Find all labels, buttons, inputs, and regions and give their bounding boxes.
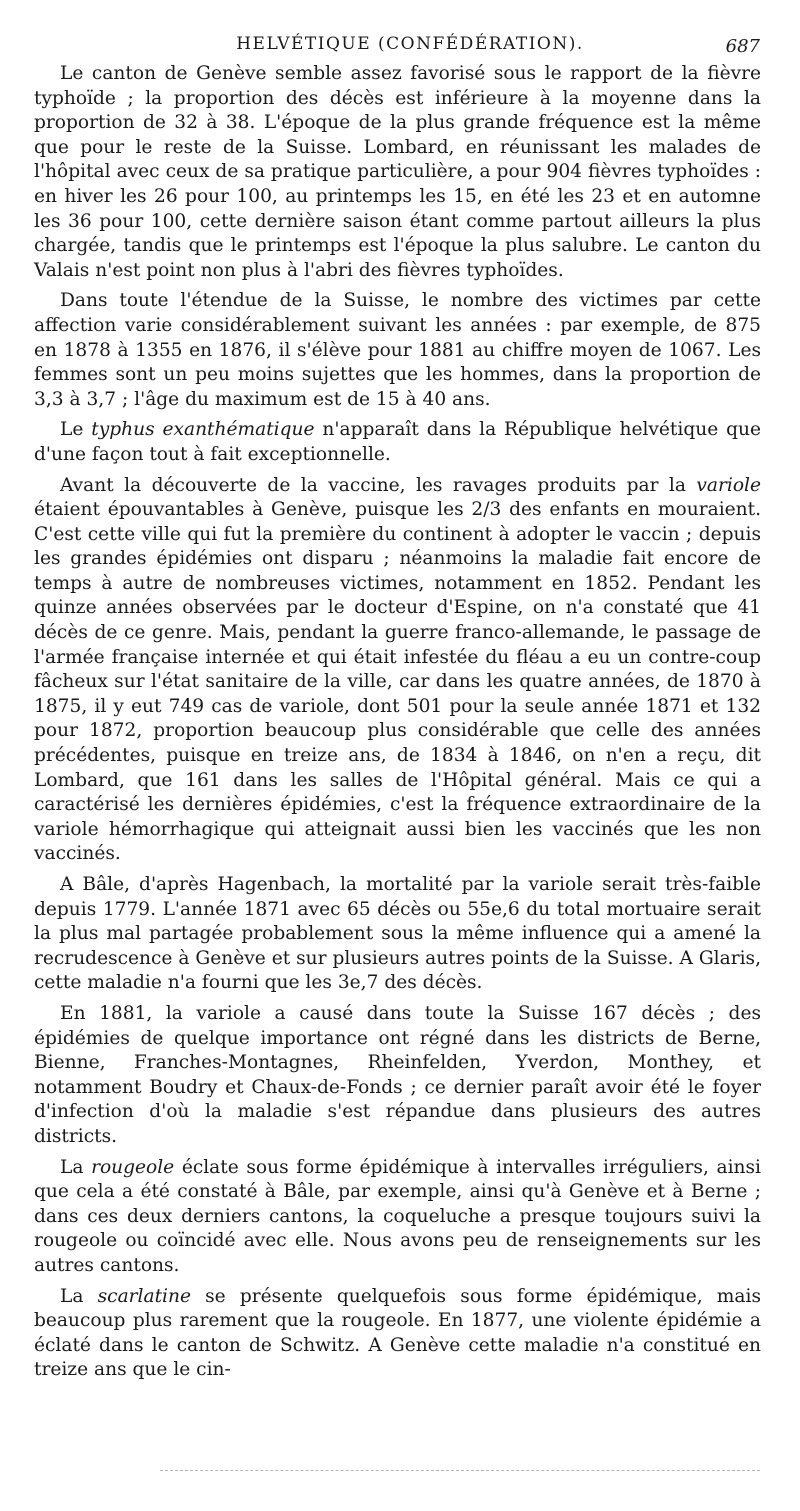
- italic-term: rougeole: [91, 1156, 175, 1178]
- text-run: En 1881, la variole a causé dans toute la Suisse 167 décès ; des épidémies de quelque importance ont régné dans les districts de Berne, Bienne, Franches-Montagnes, Rheinfelden, Yverdon, Monthey, et notamment Boudry et Chaux-de-Fonds ; ce dernier paraît avoir été le foyer d'infection d'où la maladie s'est répandue dans plusieurs des autres districts.: [34, 1002, 761, 1147]
- paragraph: [34, 62, 761, 283]
- paragraph: [34, 873, 761, 996]
- italic-term: variole: [696, 474, 761, 496]
- text-run: A Bâle, d'après Hagenbach, la mortalité par la variole serait très-faible depuis 1779. L'année 1871 avec 65 décès ou 55e,6 du total mortuaire serait la plus mal partagée probablement sous la même influence qui a amené la recrudescence à Genève et sur plusieurs autres points de la Suisse. A Glaris, cette maladie n'a fourni que les 3e,7 des décès.: [34, 874, 761, 994]
- body-text: [34, 62, 761, 1389]
- text-run: étaient épouvantables à Genève, puisque les 2/3 des enfants en mouraient. C'est cette ville qui fut la première du continent à adopter le vaccin ; depuis les grandes épidémies ont disparu ; néanmoins la maladie fait encore de temps à autre de nombreuses victimes, notamment en 1852. Pendant les quinze années observées par le docteur d'Espine, on n'a constaté que 41 décès de ce genre. Mais, pendant la guerre franco-allemande, le passage de l'armée française internée et qui était infestée du fléau a eu un contre-coup fâcheux sur l'état sanitaire de la ville, car dans les quatre années, de 1870 à 1875, il y eut 749 cas de variole, dont 501 pour la seule année 1871 et 132 pour 1872, proportion beaucoup plus considérable que celle des années précédentes, puisque en treize ans, de 1834 à 1846, on n'en a reçu, dit Lombard, que 161 dans les salles de l'Hôpital général. Mais ce qui a caractérisé les dernières épidémies, c'est la fréquence extraordinaire de la variole hémorrhagique qui atteignait aussi bien les vaccinés que les non vaccinés.: [34, 499, 761, 865]
- italic-term: scarlatine: [97, 1285, 191, 1307]
- paragraph: [34, 1285, 761, 1383]
- paragraph: [34, 1156, 761, 1279]
- scan-artifact-line: [160, 1468, 760, 1471]
- paragraph: [34, 1002, 761, 1150]
- paragraph: [34, 474, 761, 868]
- text-run: Le: [60, 419, 92, 441]
- text-run: éclate sous forme épidémique à intervalles irréguliers, ainsi que cela a été constaté à Bâle, par exemple, ainsi qu'à Genève et à Berne ; dans ces deux derniers cantons, la coqueluche a presque toujours suivi la rougeole ou coïncidé avec elle. Nous avons peu de renseignements sur les autres cantons.: [34, 1156, 761, 1276]
- text-run: Avant la découverte de la vaccine, les ravages produits par la: [60, 474, 697, 496]
- italic-term: typhus exanthématique: [91, 419, 315, 441]
- running-title: HELVÉTIQUE (CONFÉDÉRATION).: [236, 34, 584, 54]
- page-header: [60, 34, 760, 60]
- text-run: n'apparaît dans la République helvétique que d'une façon tout à fait exceptionnelle.: [34, 419, 761, 465]
- text-run: se présente quelquefois sous forme épidémique, mais beaucoup plus rarement que la rougeole. En 1877, une violente épidémie a éclaté dans le canton de Schwitz. A Genève cette maladie n'a constitué en treize ans que le cin-: [34, 1285, 761, 1381]
- text-run: La: [60, 1156, 92, 1178]
- page-number: 687: [725, 36, 760, 57]
- paragraph: [34, 418, 761, 467]
- paragraph: [34, 289, 761, 412]
- text-run: Dans toute l'étendue de la Suisse, le nombre des victimes par cette affection varie considérablement suivant les années : par exemple, de 875 en 1878 à 1355 en 1876, il s'élève pour 1881 au chiffre moyen de 1067. Les femmes sont un peu moins sujettes que les hommes, dans la proportion de 3,3 à 3,7 ; l'âge du maximum est de 15 à 40 ans.: [34, 290, 761, 410]
- text-run: Le canton de Genève semble assez favorisé sous le rapport de la fièvre typhoïde ; la proportion des décès est inférieure à la moyenne dans la proportion de 32 à 38. L'époque de la plus grande fréquence est la même que pour le reste de la Suisse. Lombard, en réunissant les malades de l'hôpital avec ceux de sa pratique particulière, a pour 904 fièvres typhoïdes : en hiver les 26 pour 100, au printemps les 15, en été les 23 et en automne les 36 pour 100, cette dernière saison étant comme partout ailleurs la plus chargée, tandis que le printemps est l'époque la plus salubre. Le canton du Valais n'est point non plus à l'abri des fièvres typhoïdes.: [34, 63, 761, 281]
- text-run: La: [60, 1285, 98, 1307]
